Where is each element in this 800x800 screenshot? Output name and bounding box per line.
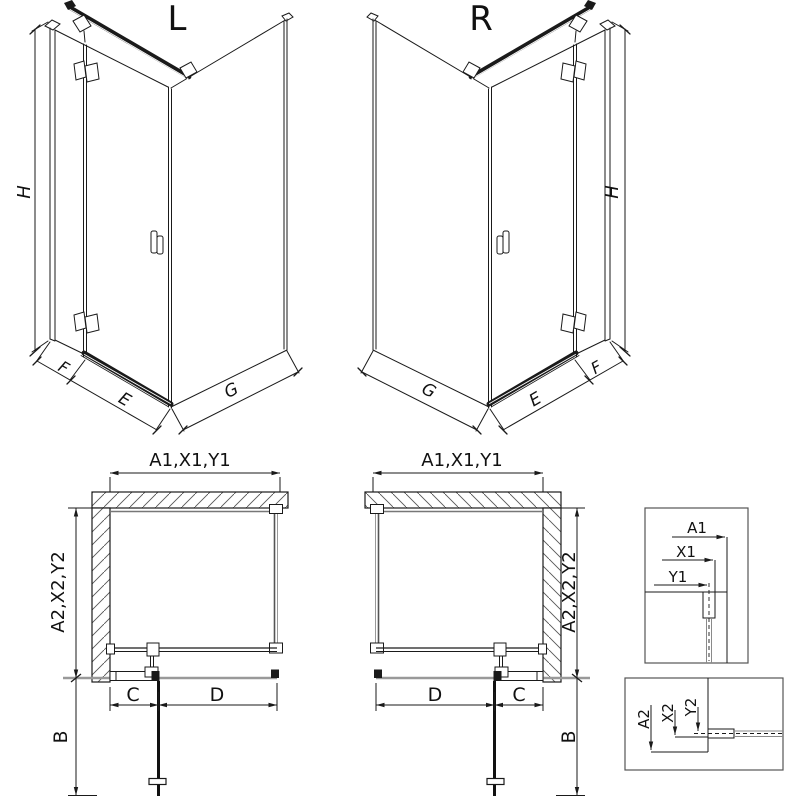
detail-y2-label: Y2	[682, 697, 700, 717]
dim-label-g-right: G	[418, 379, 439, 403]
iso-left-label: L	[167, 0, 187, 39]
plan-right-c-label: C	[512, 684, 526, 706]
plan-art-left	[63, 473, 288, 796]
plan-right-width-label: A1,X1,Y1	[421, 450, 503, 471]
plan-right-depth-label: A2,X2,Y2	[559, 551, 580, 633]
plan-right-d-label: D	[427, 684, 443, 706]
detail-box-width	[645, 508, 748, 663]
iso-art-left	[30, 0, 302, 434]
iso-art-right	[358, 0, 630, 434]
dim-label-h-left: H	[14, 185, 35, 199]
dim-label-e-right: E	[525, 388, 546, 412]
dim-label-e-left: E	[114, 388, 135, 412]
detail-y1-label: Y1	[668, 568, 688, 586]
dim-label-f-left: F	[55, 356, 73, 378]
detail-a2-label: A2	[635, 709, 653, 729]
iso-view-left	[14, 0, 302, 434]
dim-label-g-left: G	[221, 379, 242, 403]
plan-left-width-label: A1,X1,Y1	[149, 450, 231, 471]
dim-label-f-right: F	[587, 356, 605, 378]
plan-view-left	[48, 450, 288, 796]
plan-view-right	[365, 450, 590, 796]
plan-left-depth-label: A2,X2,Y2	[48, 551, 69, 633]
plan-left-d-label: D	[209, 684, 225, 706]
detail-x1-label: X1	[676, 543, 696, 561]
detail-x2-label: X2	[659, 703, 677, 723]
plan-left-b-label: B	[50, 730, 72, 744]
detail-a1-label: A1	[687, 519, 707, 537]
dim-label-h-right: H	[602, 185, 623, 199]
detail-box-depth	[625, 678, 783, 770]
iso-right-label: R	[469, 0, 493, 39]
plan-left-c-label: C	[126, 684, 140, 706]
plan-right-b-label: B	[558, 730, 580, 744]
iso-view-right	[358, 0, 630, 434]
plan-art-right	[365, 473, 590, 796]
